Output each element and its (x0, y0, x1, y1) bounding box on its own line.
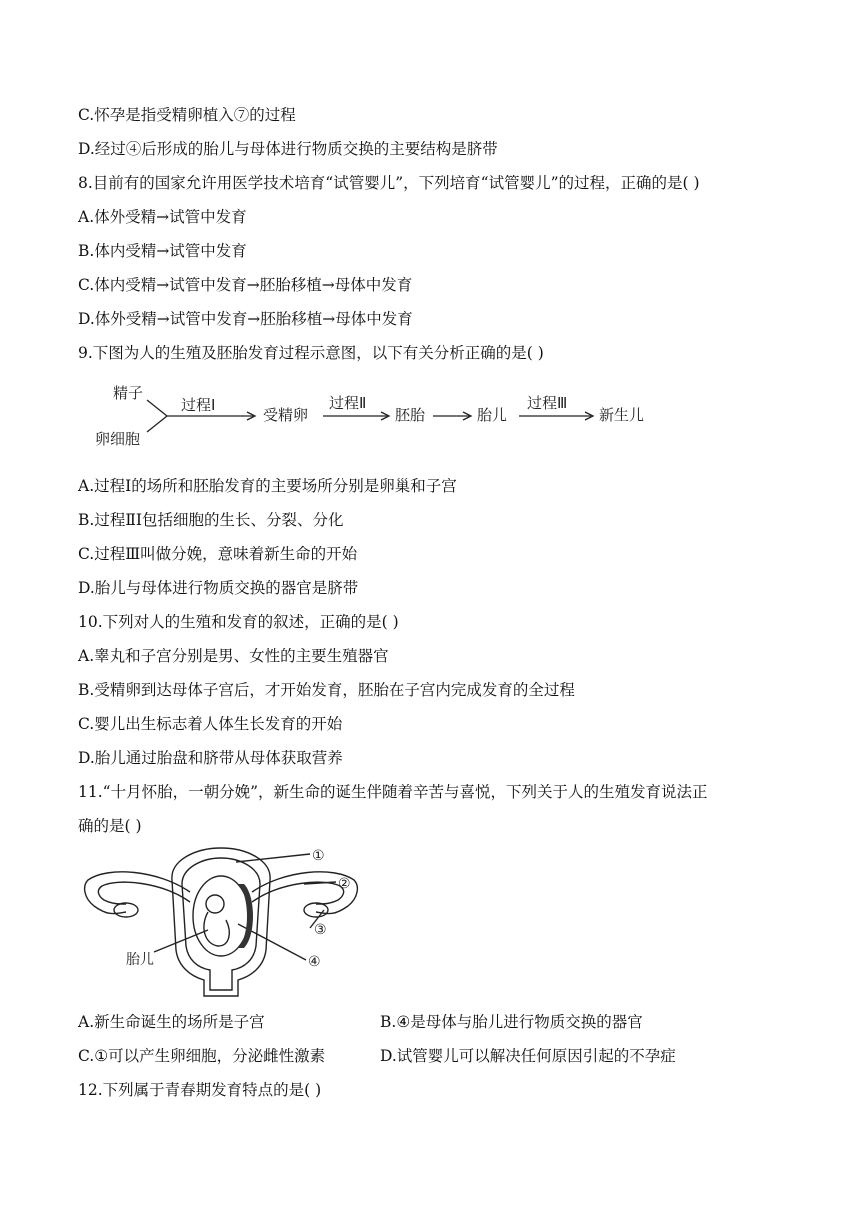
q10-stem: 10.下列对人的生殖和发育的叙述，正确的是( ) (78, 613, 399, 631)
reproduction-flow-diagram (85, 378, 675, 454)
process2-label: 过程Ⅱ (329, 394, 367, 412)
q11-option-c: C.①可以产生卵细胞，分泌雌性激素 (78, 1047, 326, 1065)
fetus-head (206, 895, 224, 913)
marker-1: ① (312, 848, 325, 864)
q11-option-a: A.新生命诞生的场所是子宫 (78, 1013, 265, 1031)
leader-1 (236, 854, 310, 862)
q10-option-a: A.睾丸和子宫分别是男、女性的主要生殖器官 (78, 647, 389, 665)
q12-stem: 12.下列属于青春期发育特点的是( ) (78, 1081, 322, 1099)
process3-label: 过程Ⅲ (527, 394, 568, 412)
marker-4: ④ (308, 954, 321, 970)
q10-option-b: B.受精卵到达母体子宫后，才开始发育，胚胎在子宫内完成发育的全过程 (78, 681, 575, 699)
egg-branch-line (147, 416, 167, 432)
uterus-diagram (78, 840, 368, 1000)
marker-2: ② (338, 876, 351, 892)
q11-option-b: B.④是母体与胎儿进行物质交换的器官 (380, 1013, 643, 1031)
q9-option-c: C.过程Ⅲ叫做分娩，意味着新生命的开始 (78, 545, 358, 563)
q8-stem: 8.目前有的国家允许用医学技术培育“试管婴儿”，下列培育“试管婴儿”的过程，正确的是( ) (78, 174, 700, 192)
right-oviduct-inner (252, 882, 344, 904)
left-ovary (114, 903, 138, 917)
q7-option-c: C.怀孕是指受精卵植入⑦的过程 (78, 106, 296, 124)
q10-option-c: C.婴儿出生标志着人体生长发育的开始 (78, 715, 343, 733)
q10-option-d: D.胎儿通过胎盘和脐带从母体获取营养 (78, 749, 343, 767)
amniotic-sac (193, 876, 249, 956)
fetus-label: 胎儿 (477, 406, 508, 424)
q9-stem: 9.下图为人的生殖及胚胎发育过程示意图，以下有关分析正确的是( ) (78, 344, 544, 362)
uterus-wall-outer (172, 848, 270, 996)
q8-option-b: B.体内受精→试管中发育 (78, 242, 247, 260)
newborn-label: 新生儿 (599, 406, 645, 424)
q8-option-c: C.体内受精→试管中发育→胚胎移植→母体中发育 (78, 276, 413, 294)
q11-stem-line2: 确的是( ) (78, 817, 142, 835)
q11-option-d: D.试管婴儿可以解决任何原因引起的不孕症 (380, 1047, 676, 1065)
placenta-shape (238, 884, 253, 948)
process1-label: 过程Ⅰ (181, 396, 216, 414)
sperm-branch-line (147, 400, 167, 416)
q9-option-a: A.过程Ⅰ的场所和胚胎发育的主要场所分别是卵巢和子宫 (78, 477, 457, 495)
sperm-label: 精子 (113, 384, 144, 402)
q9-option-b: B.过程ⅡI包括细胞的生长、分裂、分化 (78, 511, 344, 529)
q8-option-d: D.体外受精→试管中发育→胚胎移植→母体中发育 (78, 310, 413, 328)
fetus-body (204, 912, 229, 946)
left-oviduct-inner (98, 882, 190, 904)
egg-label: 卵细胞 (95, 430, 141, 448)
zygote-label: 受精卵 (263, 406, 309, 424)
q9-option-d: D.胎儿与母体进行物质交换的器官是脐带 (78, 579, 359, 597)
embryo-label: 胚胎 (395, 406, 426, 424)
marker-3: ③ (314, 922, 327, 938)
q11-stem-line1: 11.“十月怀胎，一朝分娩”，新生命的诞生伴随着辛苦与喜悦，下列关于人的生殖发育说法正 (78, 783, 708, 801)
q8-option-a: A.体外受精→试管中发育 (78, 208, 247, 226)
right-ovary (304, 903, 328, 917)
q7-option-d: D.经过④后形成的胎儿与母体进行物质交换的主要结构是脐带 (78, 140, 498, 158)
fetus-label: 胎儿 (126, 952, 154, 968)
